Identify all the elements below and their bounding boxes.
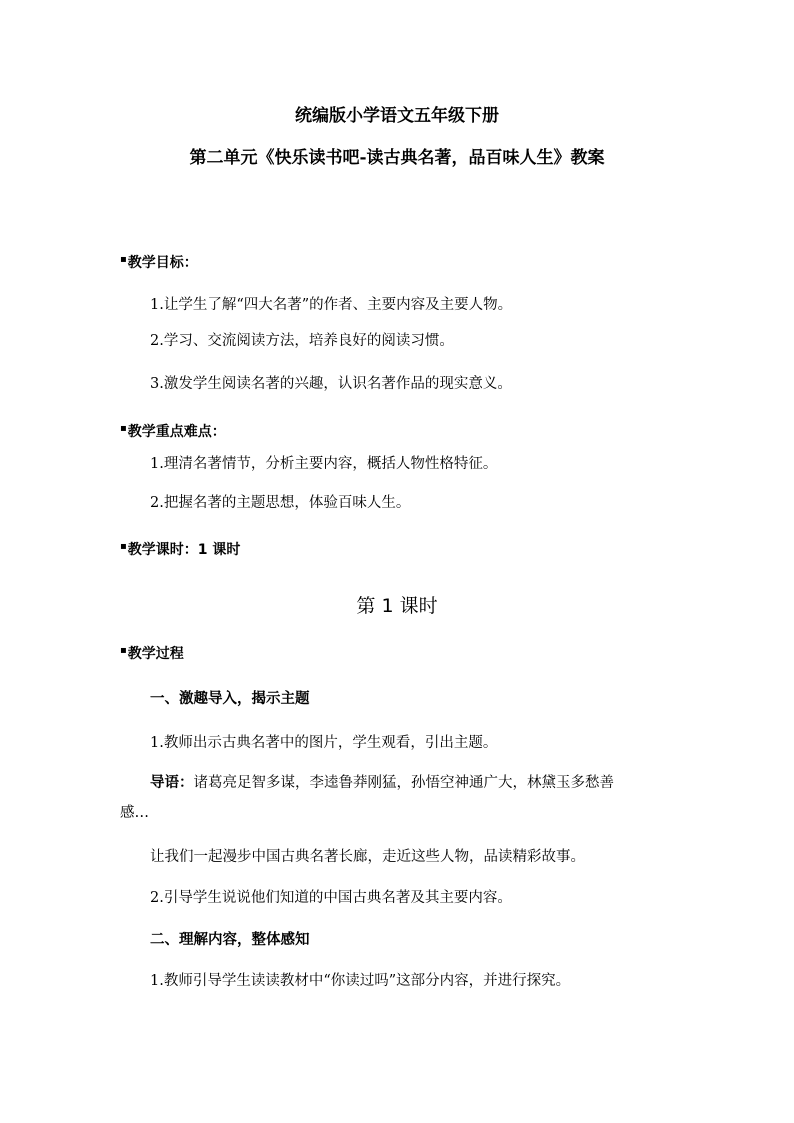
objectives-heading-text: 教学目标： <box>127 255 198 271</box>
periods-heading <box>120 543 240 557</box>
periods-heading-text: 教学课时：1 课时 <box>127 542 241 558</box>
intro-line-2: 让我们一起漫步中国古典名著长廊，走近这些人物，品读精彩故事。 <box>150 849 585 865</box>
intro-paragraph <box>150 776 614 791</box>
document-title: 统编版小学语文五年级下册 <box>295 106 499 126</box>
document-subtitle: 第二单元《快乐读书吧-读古典名著，品百味人生》教案 <box>189 148 605 168</box>
bullet-icon: ▪ <box>120 541 127 552</box>
objective-item-2: 2.学习、交流阅读方法，培养良好的阅读习惯。 <box>150 333 454 349</box>
bullet-icon: ▪ <box>120 645 127 656</box>
part1-item-2: 2.引导学生说说他们知道的中国古典名著及其主要内容。 <box>150 890 512 906</box>
key-points-heading <box>120 425 226 439</box>
objective-item-1: 1.让学生了解“四大名著”的作者、主要内容及主要人物。 <box>150 297 513 313</box>
process-heading <box>120 647 184 661</box>
intro-text: 诸葛亮足智多谋，李逵鲁莽刚猛，孙悟空神通广大，林黛玉多愁善 <box>193 775 614 791</box>
part1-title: 一、激趣导入，揭示主题 <box>150 690 310 707</box>
key-point-item-2: 2.把握名著的主题思想，体验百味人生。 <box>150 495 411 511</box>
part1-item-1: 1.教师出示古典名著中的图片，学生观看，引出主题。 <box>150 735 498 751</box>
key-points-heading-text: 教学重点难点： <box>127 424 226 440</box>
part2-item-1: 1.教师引导学生读读教材中“你读过吗”这部分内容，并进行探究。 <box>150 973 571 989</box>
intro-continuation: 感… <box>120 805 149 821</box>
bullet-icon: ▪ <box>120 254 127 265</box>
key-point-item-1: 1.理清名著情节，分析主要内容，概括人物性格特征。 <box>150 456 498 472</box>
intro-label: 导语： <box>150 774 194 791</box>
objective-item-3: 3.激发学生阅读名著的兴趣，认识名著作品的现实意义。 <box>150 376 512 392</box>
bullet-icon: ▪ <box>120 423 127 434</box>
part2-title: 二、理解内容，整体感知 <box>150 931 310 948</box>
lesson-title: 第 1 课时 <box>356 595 438 617</box>
process-heading-text: 教学过程 <box>127 646 184 662</box>
objectives-heading <box>120 256 198 270</box>
